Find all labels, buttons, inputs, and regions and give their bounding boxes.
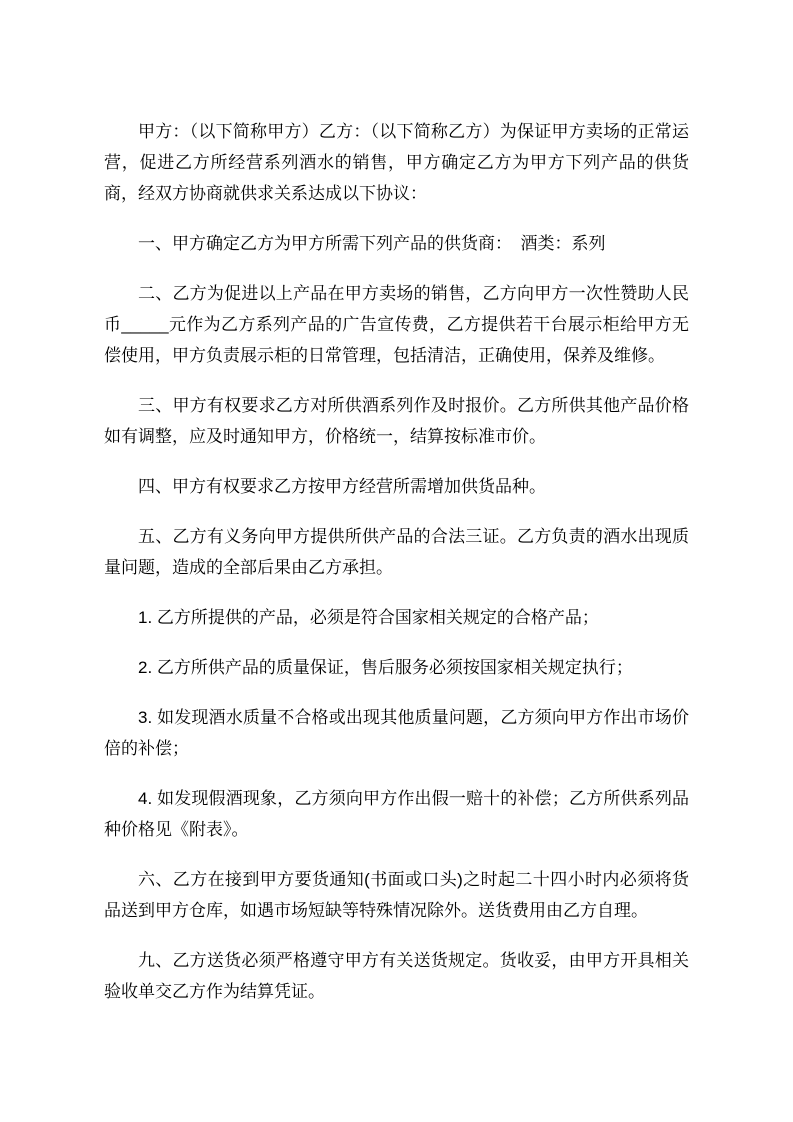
subclause-1-paragraph: 1. 乙方所提供的产品，必须是符合国家相关规定的合格产品； <box>138 608 599 627</box>
clause-2-paragraph: 二、乙方为促进以上产品在甲方卖场的销售，乙方向甲方一次性赞助人民币_____元作为乙方系列产品的广告宣传费，乙方提供若干台展示柜给甲方无偿使用，甲方负责展示柜的日常管理，包括清洁，正确使用，保养及维修。 <box>104 284 689 365</box>
clause-9-paragraph: 九、乙方送货必须严格遵守甲方有关送货规定。货收妥，由甲方开具相关验收单交乙方作为结算凭证。 <box>104 951 689 1001</box>
subclause-2-paragraph: 2. 乙方所供产品的质量保证，售后服务必须按国家相关规定执行； <box>138 658 633 677</box>
clause-6-paragraph: 六、乙方在接到甲方要货通知(书面或口头)之时起二十四小时内必须将货品送到甲方仓库，如遇市场短缺等特殊情况除外。送货费用由乙方自理。 <box>104 870 689 920</box>
clause-1-paragraph: 一、甲方确定乙方为甲方所需下列产品的供货商： 酒类：系列 <box>138 234 606 253</box>
intro-paragraph: 甲方：（以下简称甲方）乙方：（以下简称乙方）为保证甲方卖场的正常运营，促进乙方所经营系列酒水的销售，甲方确定乙方为甲方下列产品的供货商，经双方协商就供求关系达成以下协议： <box>104 122 689 203</box>
subclause-3-paragraph: 3. 如发现酒水质量不合格或出现其他质量问题，乙方须向甲方作出市场价倍的补偿； <box>104 708 689 758</box>
clause-5-paragraph: 五、乙方有义务向甲方提供所供产品的合法三证。乙方负责的酒水出现质量问题，造成的全部后果由乙方承担。 <box>104 527 689 577</box>
clause-3-paragraph: 三、甲方有权要求乙方对所供酒系列作及时报价。乙方所供其他产品价格如有调整，应及时通知甲方，价格统一，结算按标准市价。 <box>104 396 689 446</box>
clause-4-paragraph: 四、甲方有权要求乙方按甲方经营所需增加供货品种。 <box>138 477 546 496</box>
subclause-4-paragraph: 4. 如发现假酒现象，乙方须向甲方作出假一赔十的补偿；乙方所供系列品种价格见《附表》。 <box>104 789 689 839</box>
